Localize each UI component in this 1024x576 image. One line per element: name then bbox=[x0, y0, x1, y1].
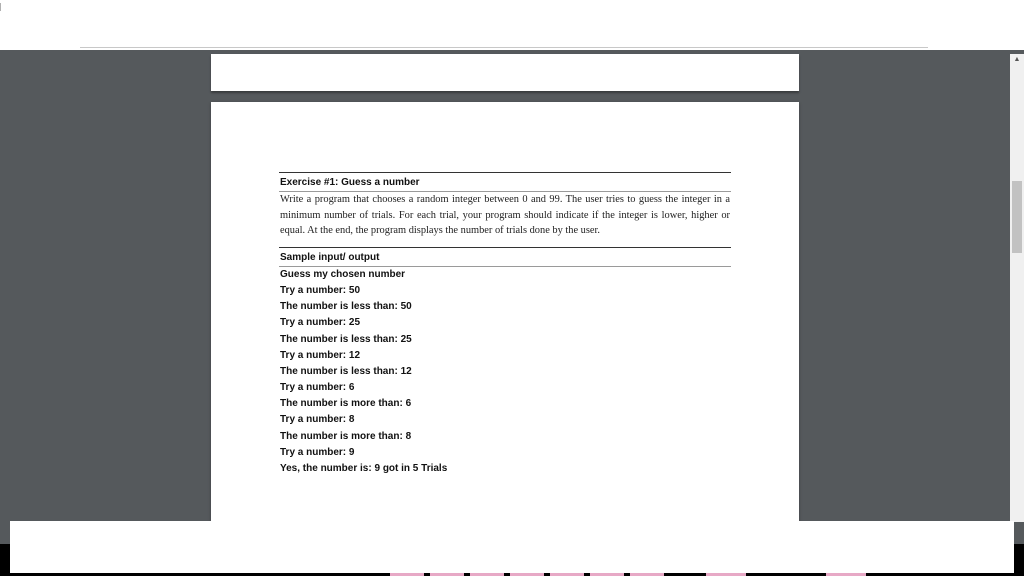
sample-output-line: The number is more than: 8 bbox=[280, 430, 412, 442]
exercise-title: Exercise #1: Guess a number bbox=[280, 177, 420, 188]
sample-output-line: Yes, the number is: 9 got in 5 Trials bbox=[280, 463, 448, 475]
vertical-scrollbar[interactable] bbox=[1010, 54, 1024, 522]
document-page bbox=[211, 102, 799, 532]
exercise-description: Write a program that chooses a random integer between 0 and 99. The user tries to guess the integer in a minimum number of trials. For each trial, your program should indicate if the integer is lower, higher or equal. At the end, the program displays the number of trials done by the user. bbox=[280, 194, 730, 237]
sample-output-line: Try a number: 6 bbox=[280, 382, 355, 394]
sample-output-line: The number is less than: 25 bbox=[280, 333, 412, 345]
sample-output-line: The number is less than: 50 bbox=[280, 301, 412, 313]
sample-output-line: The number is less than: 12 bbox=[280, 365, 412, 377]
bottom-right-edge bbox=[1014, 544, 1024, 576]
bottom-left-edge bbox=[0, 544, 10, 576]
sample-output-line: Guess my chosen number bbox=[280, 268, 406, 280]
sample-heading: Sample input/ output bbox=[280, 251, 380, 263]
sample-output-line: Try a number: 8 bbox=[280, 414, 355, 426]
bottom-panel bbox=[10, 521, 1014, 573]
viewer-toolbar bbox=[0, 0, 1024, 50]
sample-output-line: The number is more than: 6 bbox=[280, 398, 412, 410]
chevron-up-icon[interactable]: ▲ bbox=[1013, 56, 1021, 63]
toolbar-divider bbox=[80, 47, 928, 48]
sample-output-line: Try a number: 50 bbox=[280, 284, 361, 296]
sample-output-line: Try a number: 12 bbox=[280, 349, 361, 361]
sample-output-line: Try a number: 9 bbox=[280, 446, 355, 458]
sample-output-line: Try a number: 25 bbox=[280, 317, 361, 329]
previous-page bbox=[211, 54, 799, 91]
toolbar-corner-mark bbox=[0, 3, 6, 11]
sample-output-list bbox=[279, 267, 731, 477]
scrollbar-thumb[interactable] bbox=[1012, 181, 1022, 253]
page-content bbox=[279, 172, 731, 477]
